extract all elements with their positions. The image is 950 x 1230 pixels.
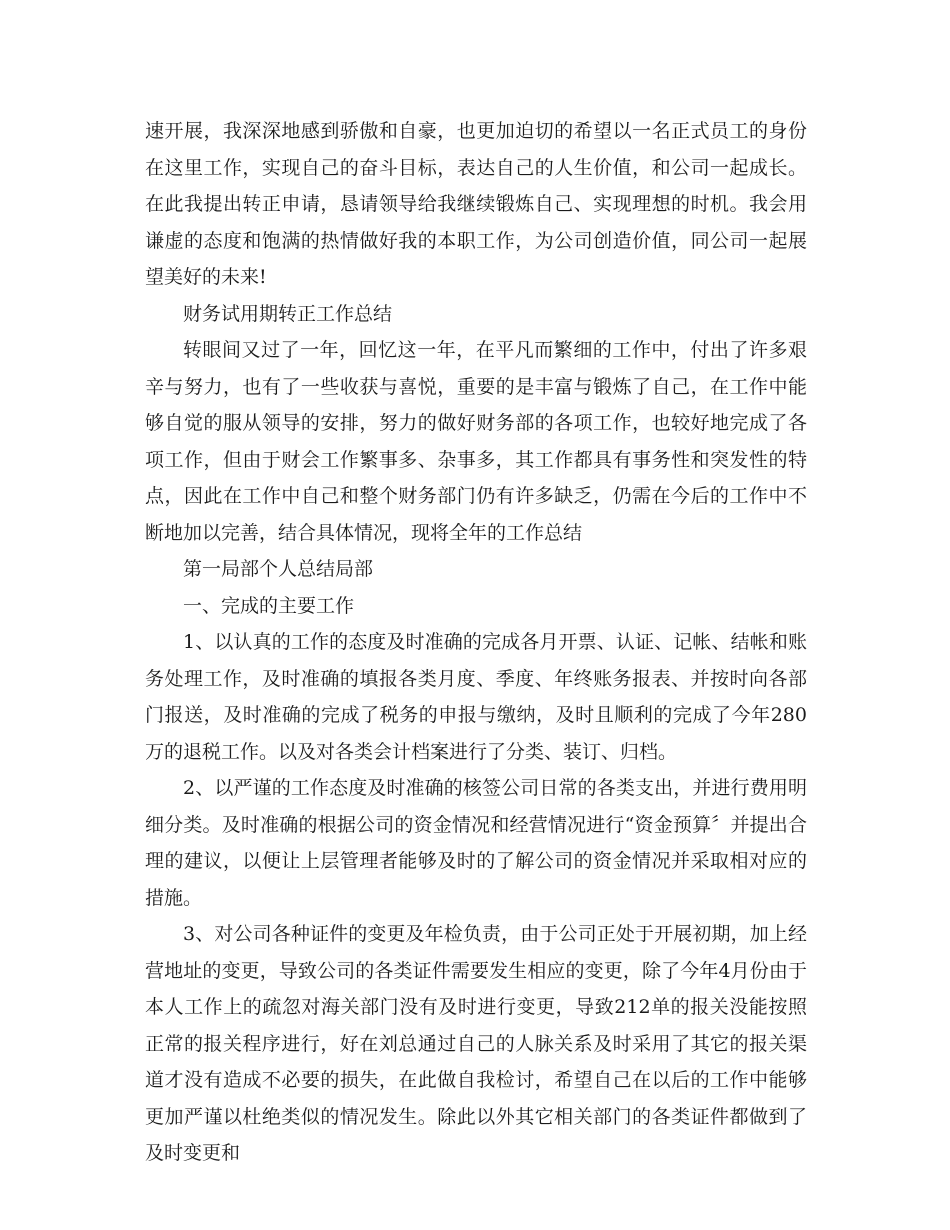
document-body	[145, 113, 807, 1172]
list-item-1: 1、以认真的工作的态度及时准确的完成各月开票、认证、记帐、结帐和账务处理工作，及时准确的填报各类月度、季度、年终账务报表、并按时向各部门报送，及时准确的完成了税务的申报与缴纳，及时且顺利的完成了今年280万的退税工作。以及对各类会计档案进行了分类、装订、归档。	[145, 631, 807, 763]
subsection-heading: 一、完成的主要工作	[183, 594, 355, 617]
paragraph-summary: 转眼间又过了一年，回忆这一年，在平凡而繁细的工作中，付出了许多艰辛与努力，也有了一些收获与喜悦，重要的是丰富与锻炼了自己，在工作中能够自觉的服从领导的安排，努力的做好财务部的各项工作，也较好地完成了各项工作，但由于财会工作繁事多、杂事多，其工作都具有事务性和突发性的特点，因此在工作中自己和整个财务部门仍有许多缺乏，仍需在今后的工作中不断地加以完善，结合具体情况，现将全年的工作总结	[145, 339, 807, 544]
paragraph-intro-continuation: 速开展，我深深地感到骄傲和自豪，也更加迫切的希望以一名正式员工的身份在这里工作，实现自己的奋斗目标，表达自己的人生价值，和公司一起成长。在此我提出转正申请，恳请领导给我继续锻炼自己、实现理想的时机。我会用谦虚的态度和饱满的热情做好我的本职工作，为公司创造价值，同公司一起展望美好的未来!	[145, 120, 807, 288]
section-title: 财务试用期转正工作总结	[183, 302, 393, 325]
list-item-3: 3、对公司各种证件的变更及年检负责，由于公司正处于开展初期，加上经营地址的变更，导致公司的各类证件需要发生相应的变更，除了今年4月份由于本人工作上的疏忽对海关部门没有及时进行变更，导致212单的报关没能按照正常的报关程序进行，好在刘总通过自己的人脉关系及时采用了其它的报关渠道才没有造成不必要的损失，在此做自我检讨，希望自己在以后的工作中能够更加严谨以杜绝类似的情况发生。除此以外其它相关部门的各类证件都做到了及时变更和	[145, 923, 807, 1164]
list-item-2: 2、以严谨的工作态度及时准确的核签公司日常的各类支出，并进行费用明细分类。及时准确的根据公司的资金情况和经营情况进行“资金预算〞并提出合理的建议，以便让上层管理者能够及时的了解公司的资金情况并采取相对应的措施。	[145, 777, 807, 909]
part-heading: 第一局部个人总结局部	[183, 558, 374, 580]
